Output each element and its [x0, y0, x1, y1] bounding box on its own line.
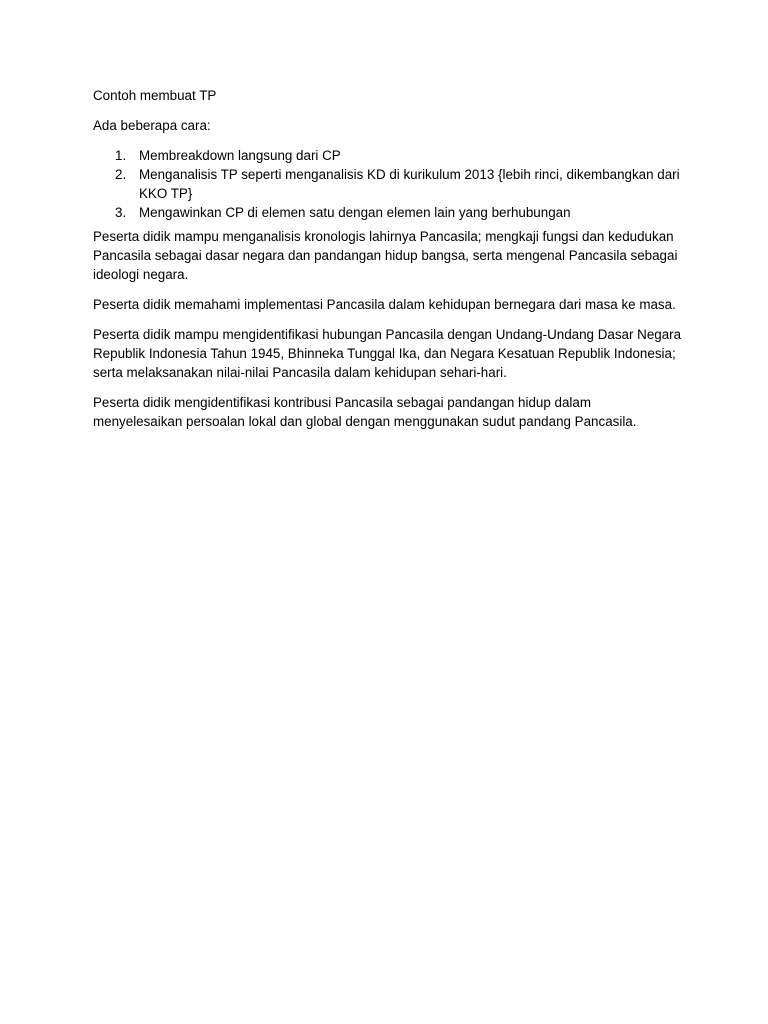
- document-page: [93, 86, 683, 442]
- list-item-text: Membreakdown langsung dari CP: [139, 148, 341, 163]
- document-title: Contoh membuat TP: [93, 88, 217, 103]
- paragraph-2: Peserta didik memahami implementasi Pancasila dalam kehidupan bernegara dari masa ke masa.: [93, 297, 676, 312]
- methods-list: [93, 146, 683, 222]
- intro-text: Ada beberapa cara:: [93, 118, 211, 133]
- paragraph-4: Peserta didik mengidentifikasi kontribusi Pancasila sebagai pandangan hidup dalam menyelesaikan persoalan lokal dan global dengan menggunakan sudut pandang Pancasila.: [93, 395, 637, 429]
- list-number: 2.: [115, 167, 127, 182]
- list-item: [93, 146, 683, 165]
- list-item-text: Mengawinkan CP di elemen satu dengan elemen lain yang berhubungan: [139, 205, 571, 220]
- list-number: 1.: [115, 148, 127, 163]
- paragraph-1: Peserta didik mampu menganalisis kronologis lahirnya Pancasila; mengkaji fungsi dan kedudukan Pancasila sebagai dasar negara dan pandangan hidup bangsa, serta mengenal Pancasila sebagai ideologi negara.: [93, 229, 678, 282]
- list-item-text: Menganalisis TP seperti menganalisis KD di kurikulum 2013 {lebih rinci, dikembangkan dari KKO TP}: [139, 167, 680, 201]
- list-item: [93, 203, 683, 222]
- list-number: 3.: [115, 205, 127, 220]
- list-item: [93, 165, 683, 203]
- paragraph-3: Peserta didik mampu mengidentifikasi hubungan Pancasila dengan Undang-Undang Dasar Negara Republik Indonesia Tahun 1945, Bhinneka Tunggal Ika, dan Negara Kesatuan Republik Indonesia; serta melaksanakan nilai-nilai Pancasila dalam kehidupan sehari-hari.: [93, 327, 682, 380]
